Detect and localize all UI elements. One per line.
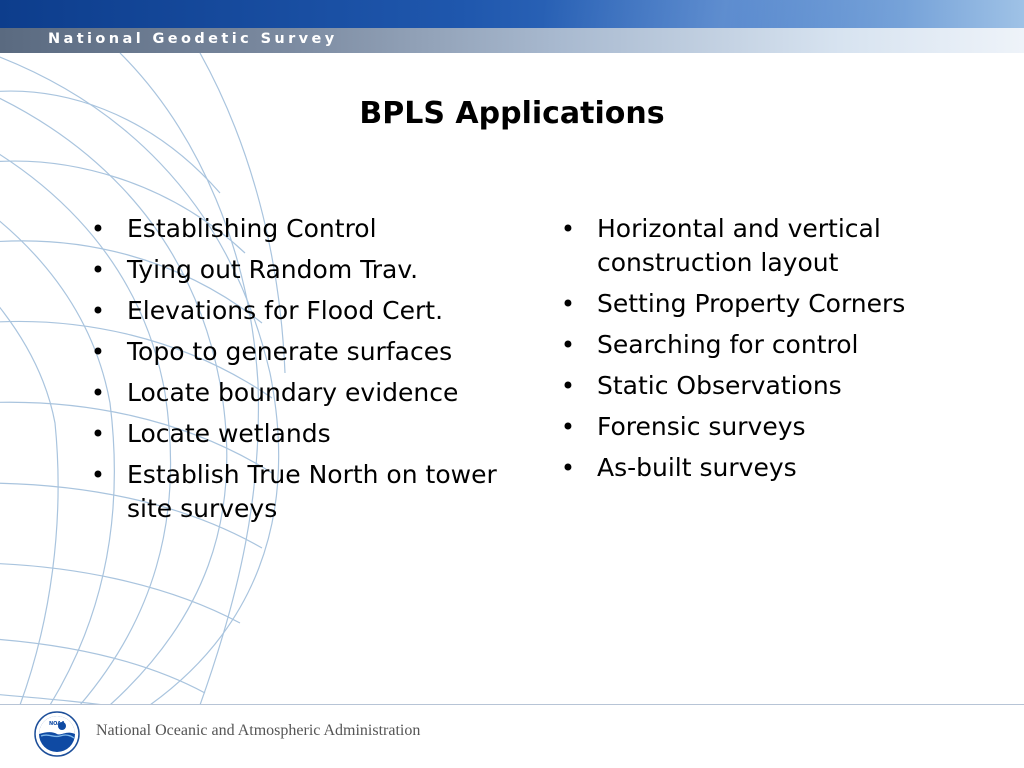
list-item-text: Static Observations	[597, 371, 842, 400]
list-item	[88, 417, 508, 451]
list-item-text: As-built surveys	[597, 453, 797, 482]
list-item-text: Tying out Random Trav.	[127, 255, 419, 284]
list-item-text: Horizontal and vertical construction layout	[597, 214, 881, 277]
list-item-text: Establish True North on tower site surveys	[127, 460, 497, 523]
list-item	[88, 376, 508, 410]
bullet-icon: •	[90, 461, 106, 489]
list-item	[88, 212, 508, 246]
header-band-text: National Geodetic Survey	[48, 31, 338, 47]
list-item	[88, 294, 508, 328]
bullet-icon: •	[560, 372, 576, 400]
header-banner	[0, 0, 1024, 28]
list-item	[88, 253, 508, 287]
list-item	[88, 335, 508, 369]
footer-organization: National Oceanic and Atmospheric Administration	[96, 722, 421, 739]
list-item-text: Locate wetlands	[127, 419, 331, 448]
list-item-text: Locate boundary evidence	[127, 378, 459, 407]
bullet-icon: •	[90, 215, 106, 243]
bullet-icon: •	[90, 256, 106, 284]
bullet-icon: •	[560, 331, 576, 359]
list-item-text: Forensic surveys	[597, 412, 806, 441]
list-item-text: Establishing Control	[127, 214, 377, 243]
footer-divider	[0, 704, 1024, 705]
list-item-text: Elevations for Flood Cert.	[127, 296, 444, 325]
list-item-text: Topo to generate surfaces	[127, 337, 453, 366]
bullet-icon: •	[90, 420, 106, 448]
header-band	[0, 28, 1024, 53]
bullet-icon: •	[90, 338, 106, 366]
banner-highlight	[544, 0, 904, 28]
list-item	[558, 369, 998, 403]
list-item-text: Searching for control	[597, 330, 859, 359]
list-item	[558, 451, 998, 485]
right-bullet-list	[558, 212, 998, 492]
bullet-icon: •	[560, 413, 576, 441]
list-item	[88, 458, 508, 526]
list-item	[558, 328, 998, 362]
list-item	[558, 287, 998, 321]
slide-title: BPLS Applications	[359, 96, 665, 131]
bullet-icon: •	[90, 297, 106, 325]
bullet-icon: •	[560, 290, 576, 318]
bullet-icon: •	[560, 454, 576, 482]
bullet-icon: •	[560, 215, 576, 243]
list-item-text: Setting Property Corners	[597, 289, 906, 318]
noaa-logo-icon	[34, 711, 80, 757]
list-item	[558, 212, 998, 280]
left-bullet-list	[88, 212, 508, 533]
noaa-logo-text: NOAA	[48, 721, 66, 727]
bullet-icon: •	[90, 379, 106, 407]
list-item	[558, 410, 998, 444]
